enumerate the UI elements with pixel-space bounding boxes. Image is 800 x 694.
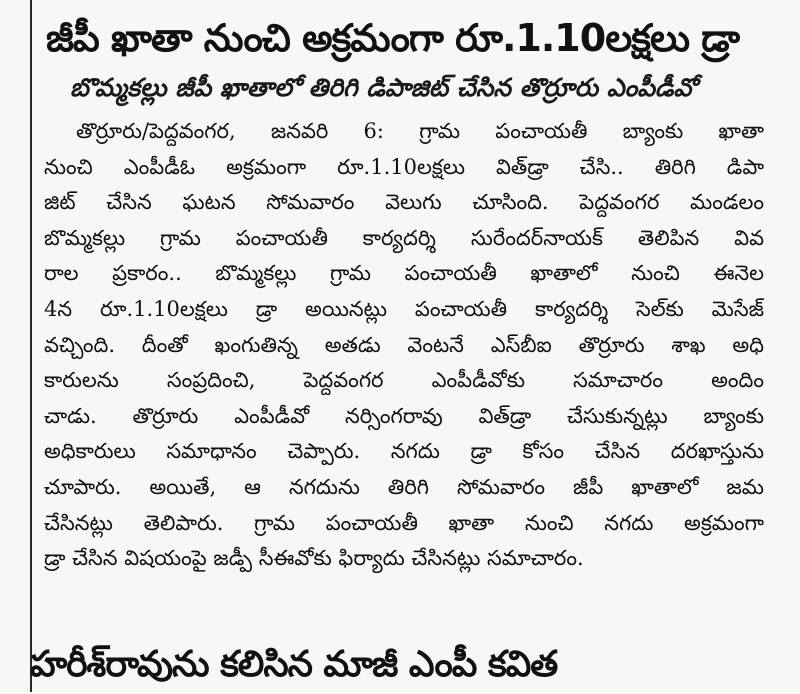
body-line: రాల ప్రకారం.. బొమ్మకల్లు గ్రామ పంచాయతీ ఖాతాలో నుంచి ఈనెల: [44, 261, 764, 286]
news-article: [30, 0, 777, 692]
body-line: నుంచి ఎంపీడీఓ అక్రమంగా రూ.1.10లక్షలు విత్‌డ్రా చేసి.. తిరిగి డిపా: [44, 154, 764, 179]
body-line: కారులను సంప్రదించి, పెద్దవంగర ఎంపీడీవోకు సమాచారం అందిం: [44, 368, 764, 393]
body-line: వచ్చింది. దీంతో ఖంగుతిన్న అతడు వెంటనే ఎస్‌బీఐ తొర్రూరు శాఖ అధి: [44, 332, 764, 357]
body-line: 4న రూ.1.10లక్షలు డ్రా అయినట్లు పంచాయతీ కార్యదర్శి సెల్‌కు మెసేజ్: [44, 296, 764, 321]
body-line: చాడు. తొర్రూరు ఎంపీడీవో నర్సింగరావు విత్‌డ్రా చేసుకున్నట్లు బ్యాంకు: [44, 403, 764, 428]
body-line: బొమ్మకల్లు గ్రామ పంచాయతీ కార్యదర్శి సురేందర్‌నాయక్ తెలిపిన వివ: [44, 225, 764, 250]
body-line: చూపారు. అయితే, ఆ నగదును తిరిగి సోమవారం జీపీ ఖాతాలో జమ: [44, 474, 764, 499]
body-line: డ్రా చేసిన విషయంపై జడ్పీ సీఈవోకు ఫిర్యాదు చేసినట్లు సమాచారం.: [44, 546, 584, 571]
body-line: తొర్రూరు/పెద్దవంగర, జనవరి 6: గ్రామ పంచాయతీ బ్యాంకు ఖాతా: [76, 119, 764, 143]
body-line: చేసినట్లు తెలిపారు. గ్రామ పంచాయతీ ఖాతా నుంచి నగదు అక్రమంగా: [44, 510, 764, 535]
next-article-headline: హరీశ్‌రావును కలిసిన మాజీ ఎంపీ కవిత: [30, 644, 558, 685]
article-body: [44, 114, 764, 577]
body-line: జిట్ చేసిన ఘటన సోమవారం వెలుగు చూసింది. పెద్దవంగర మండలం: [44, 190, 764, 215]
body-line: అధికారులు సమాధానం చెప్పారు. నగదు డ్రా కోసం చేసిన దరఖాస్తును: [44, 439, 764, 464]
article-headline: జీపీ ఖాతా నుంచి అక్రమంగా రూ.1.10లక్షలు డ్రా: [46, 16, 740, 60]
article-subheadline: బొమ్మకల్లు జీపీ ఖాతాలో తిరిగి డిపాజిట్ చేసిన తొర్రూరు ఎంపీడీవో: [70, 73, 697, 102]
